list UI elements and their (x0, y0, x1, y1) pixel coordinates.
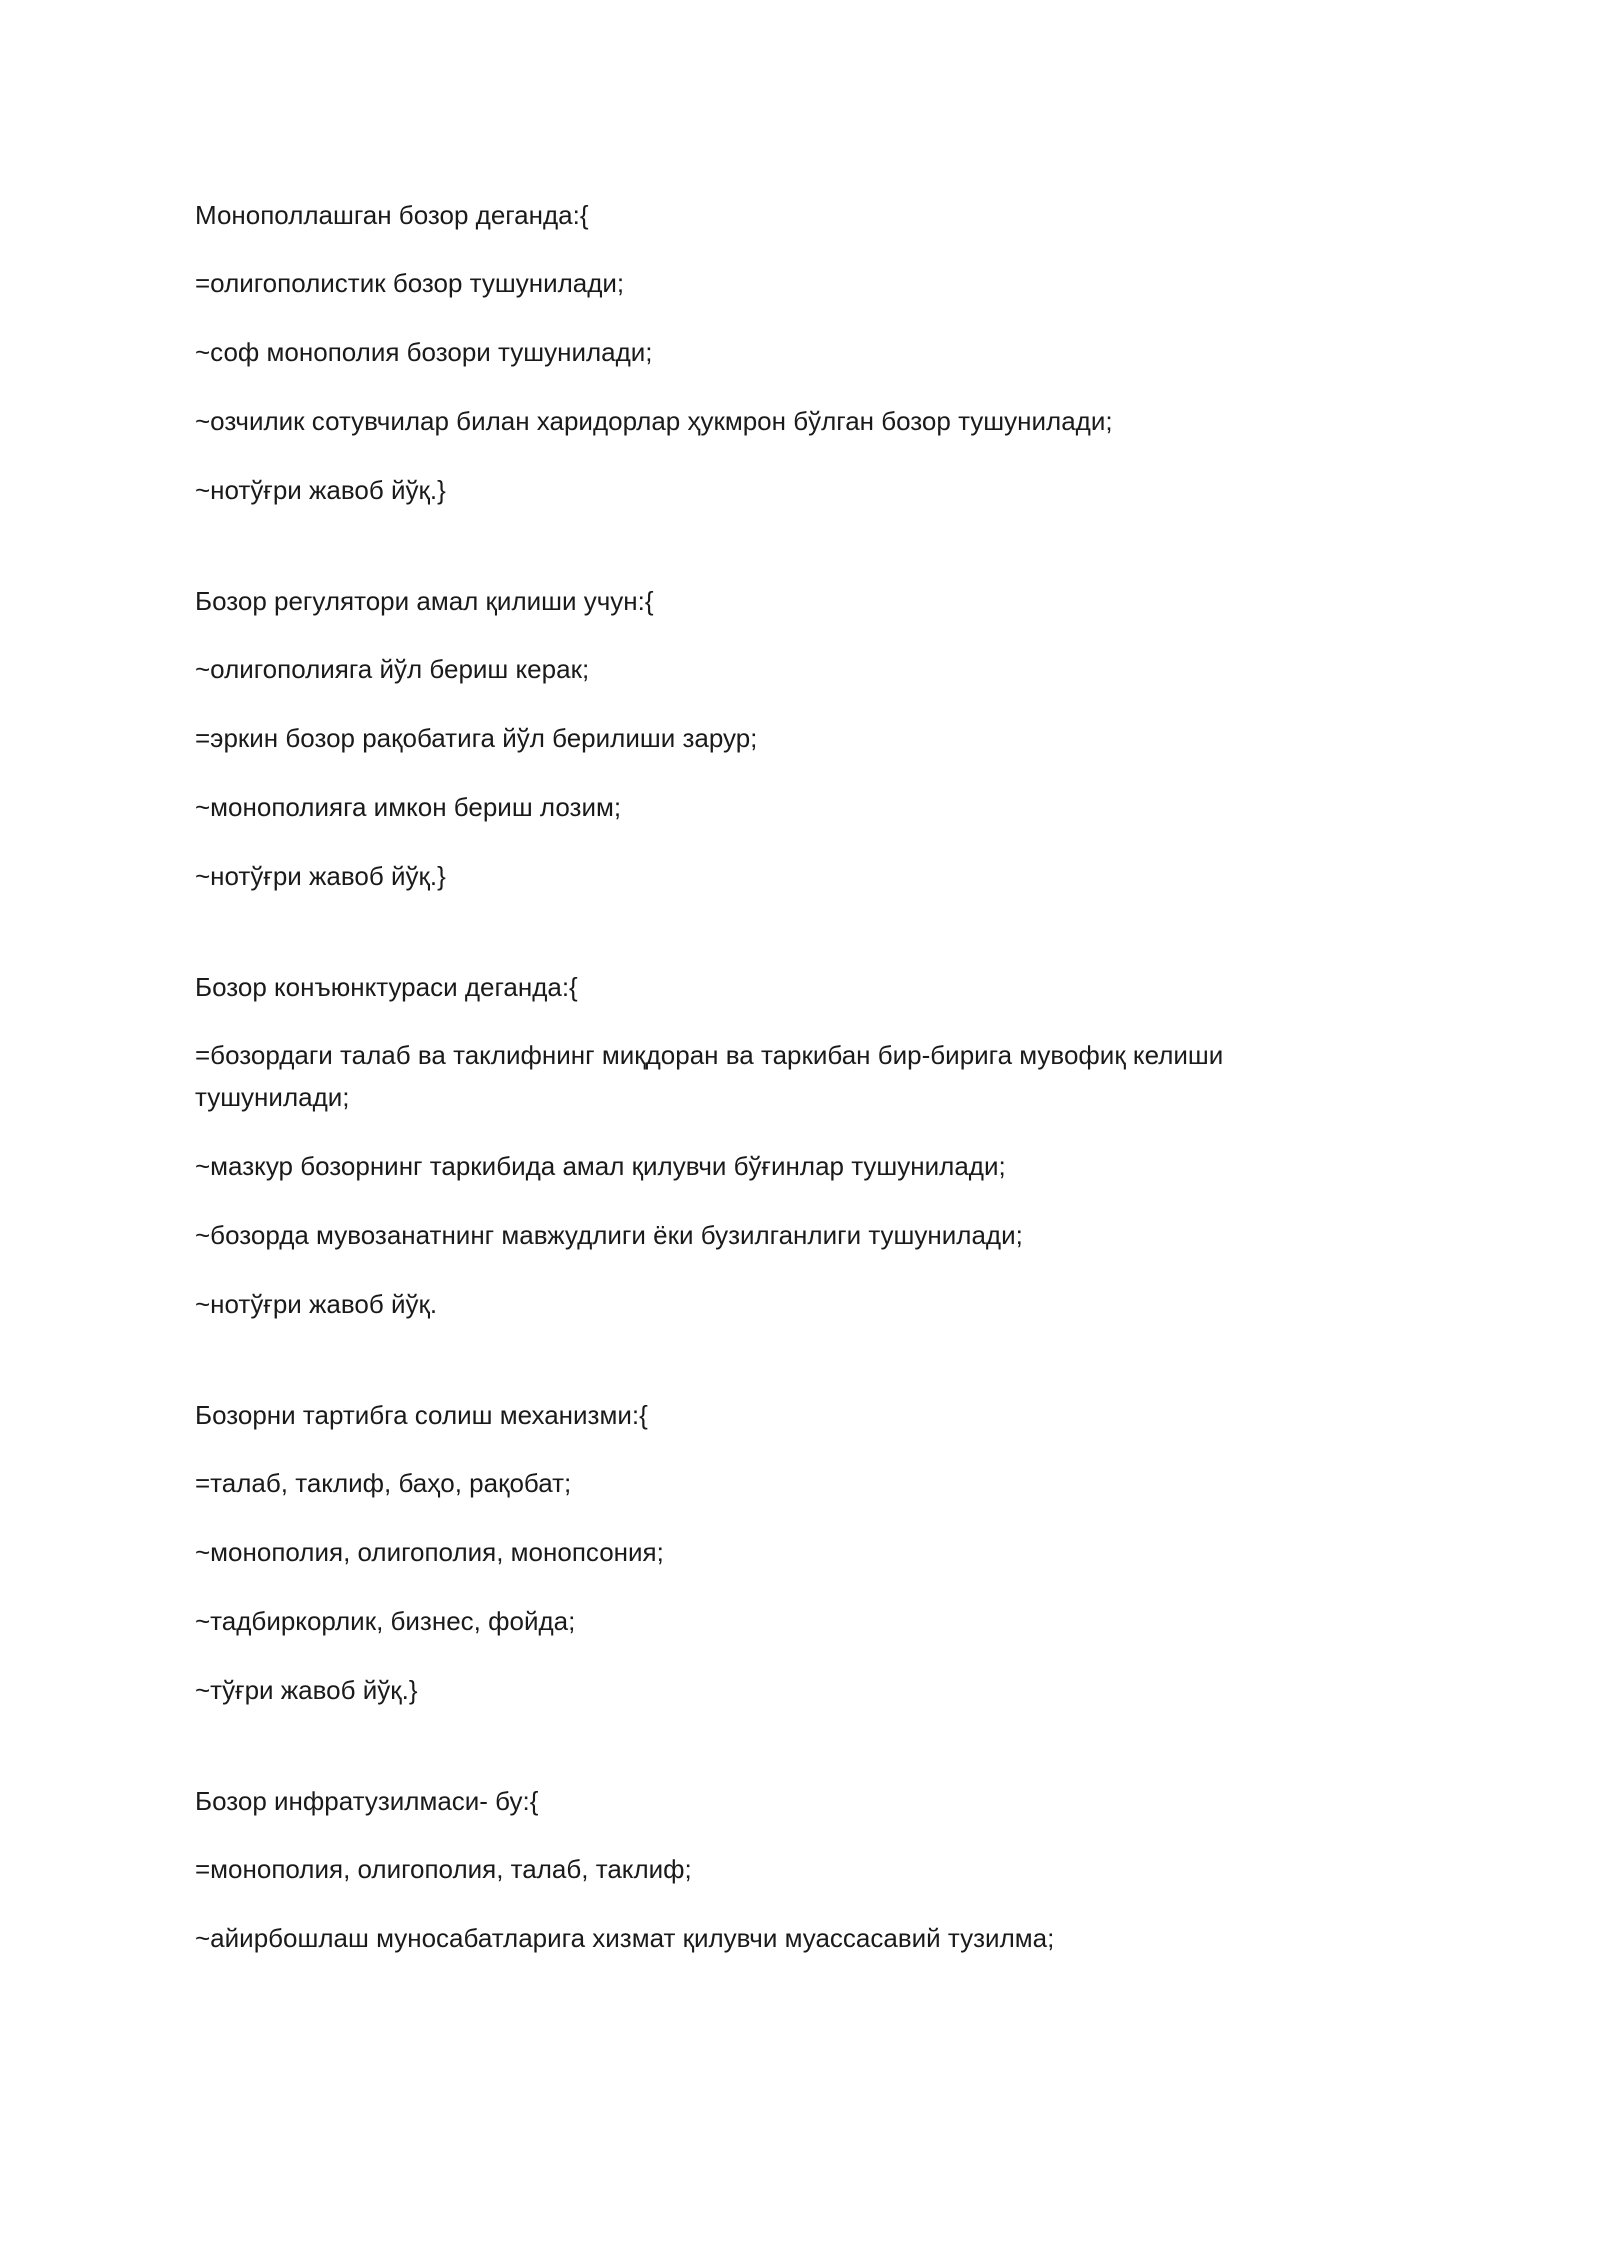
answer-option: ~монополияга имкон бериш лозим; (195, 792, 622, 822)
answer-option: ~тўғри жавоб йўқ.} (195, 1675, 418, 1705)
question-stem: Бозор конъюнктураси деганда:{ (195, 972, 578, 1002)
answer-option: ~тадбиркорлик, бизнес, фойда; (195, 1606, 576, 1636)
answer-option: ~монополия, олигополия, монопсония; (195, 1537, 664, 1567)
answer-option: =олигополистик бозор тушунилади; (195, 268, 625, 298)
question-block (195, 194, 1335, 511)
question-stem: Бозор инфратузилмаси- бу:{ (195, 1786, 539, 1816)
question-stem: Бозор регулятори амал қилиши учун:{ (195, 586, 654, 616)
question-block (195, 1780, 1335, 1959)
answer-option: ~нотўғри жавоб йўқ.} (195, 475, 446, 505)
answer-option: ~олигополияга йўл бериш керак; (195, 654, 590, 684)
answer-option: ~нотўғри жавоб йўқ. (195, 1289, 438, 1319)
question-stem: Бозорни тартибга солиш механизми:{ (195, 1400, 648, 1430)
answer-option: ~нотўғри жавоб йўқ.} (195, 861, 446, 891)
answer-option: ~айирбошлаш муносабатларига хизмат қилувчи муассасавий тузилма; (195, 1923, 1055, 1953)
question-block (195, 966, 1335, 1325)
document-body (195, 194, 1335, 2028)
answer-option: ~мазкур бозорнинг таркибида амал қилувчи бўғинлар тушунилади; (195, 1151, 1006, 1181)
answer-option: ~соф монополия бозори тушунилади; (195, 337, 653, 367)
answer-option: =талаб, таклиф, баҳо, рақобат; (195, 1468, 572, 1498)
answer-option: =эркин бозор рақобатига йўл берилиши зарур; (195, 723, 758, 753)
answer-option: =бозордаги талаб ва таклифнинг миқдоран ва таркибан бир-бирига мувофиқ келиши тушунилади; (195, 1040, 1224, 1112)
question-block (195, 580, 1335, 897)
answer-option: ~бозорда мувозанатнинг мавжудлиги ёки бузилганлиги тушунилади; (195, 1220, 1023, 1250)
answer-option: ~озчилик сотувчилар билан харидорлар ҳукмрон бўлган бозор тушунилади; (195, 406, 1113, 436)
answer-option: =монополия, олигополия, талаб, таклиф; (195, 1854, 692, 1884)
question-stem: Монополлашган бозор деганда:{ (195, 200, 589, 230)
question-block (195, 1394, 1335, 1711)
